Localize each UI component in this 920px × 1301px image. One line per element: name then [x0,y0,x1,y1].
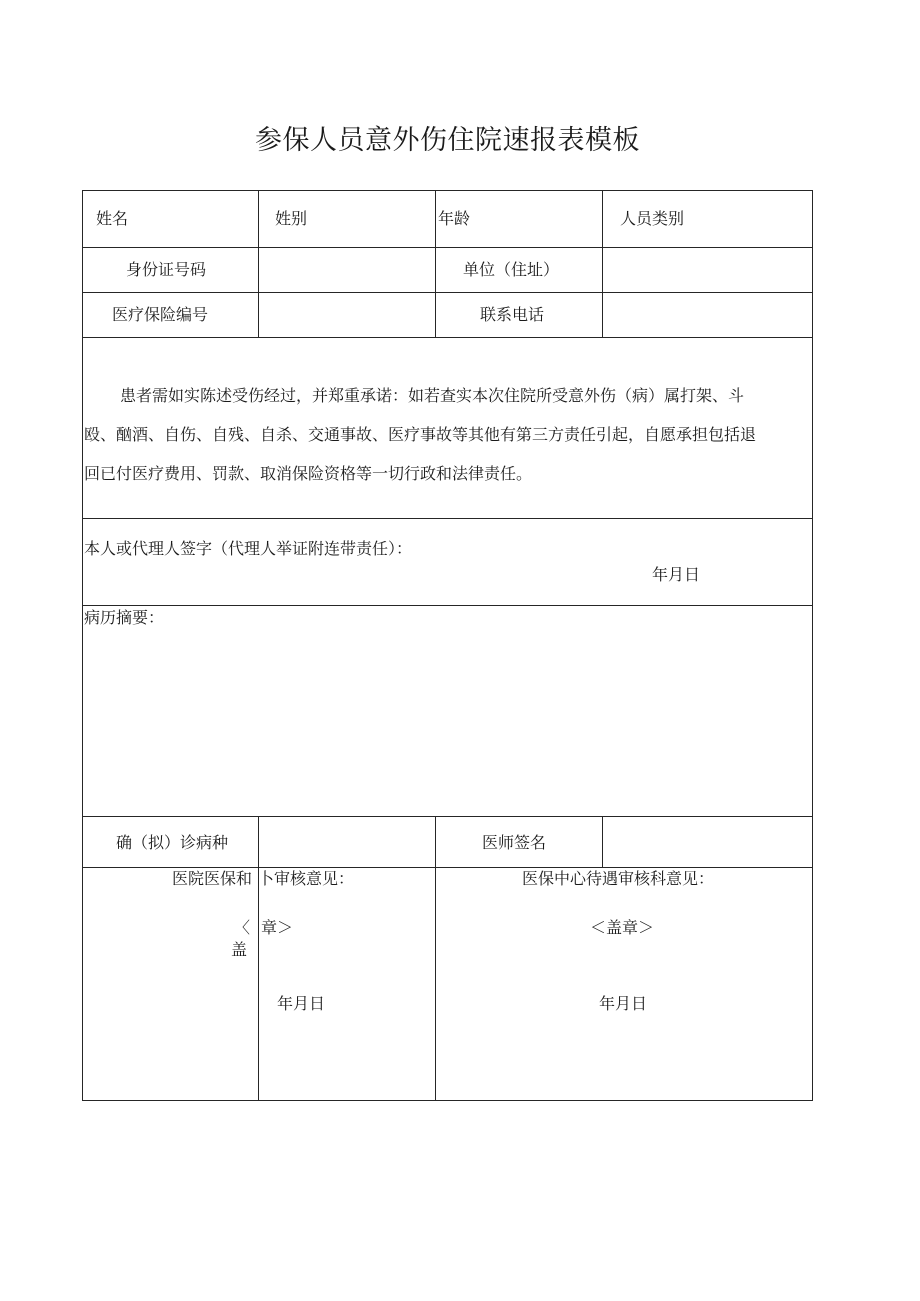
page-title: 参保人员意外伤住院速报表模板 [255,125,640,156]
hospital-review-label-part1: 医院医保和 [172,869,253,888]
table-border-right [812,190,813,1101]
hospital-stamp-rest: 章＞ [261,918,294,937]
center-review-date: 年月日 [599,994,648,1013]
insurance-number-field[interactable] [259,293,434,337]
table-border-top [82,190,813,191]
gender-label: 姓别 [275,209,308,228]
phone-label: 联系电话 [480,305,545,324]
row-divider [82,518,813,519]
unit-address-label: 单位（住址） [463,260,560,279]
phone-field[interactable] [603,293,811,337]
hospital-stamp-open: 〈 [234,918,251,937]
doctor-signature-field[interactable] [603,817,811,866]
report-form [82,190,813,1101]
center-review-label: 医保中心待遇审核科意见： [522,869,715,888]
declaration-line-1: 患者需如实陈述受伤经过，并郑重承诺：如若查实本次住院所受意外伤（病）属打架、斗 [120,386,745,405]
center-review-stamp: ＜盖章＞ [590,918,655,937]
column-divider [435,816,436,1101]
name-label: 姓名 [96,209,129,228]
unit-address-field[interactable] [603,248,811,292]
declaration-line-3: 回已付医疗费用、罚款、取消保险资格等一切行政和法律责任。 [84,464,533,483]
insurance-number-label: 医疗保险编号 [112,305,209,324]
hospital-stamp-char: 盖 [231,940,248,959]
signature-field[interactable] [83,564,643,604]
row-divider [82,867,813,868]
column-divider [435,190,436,337]
medical-summary-label: 病历摘要： [84,608,165,627]
doctor-signature-label: 医师签名 [482,833,547,852]
declaration-line-2: 殴、酗酒、自伤、自残、自杀、交通事故、医疗事故等其他有第三方责任引起，自愿承担包括退 [84,425,757,444]
personnel-category-label: 人员类别 [620,209,685,228]
row-divider [82,605,813,606]
id-number-label: 身份证号码 [126,260,207,279]
age-label: 年龄 [438,209,471,228]
signature-label: 本人或代理人签字（代理人举证附连带责任）： [84,539,413,558]
hospital-review-label-part2: 卜审核意见： [258,869,355,888]
table-border-bottom [82,1100,813,1101]
diagnosis-field[interactable] [259,817,434,866]
hospital-review-date: 年月日 [277,994,326,1013]
medical-summary-field[interactable] [83,632,811,815]
id-number-field[interactable] [259,248,434,292]
diagnosis-label: 确（拟）诊病种 [116,833,229,852]
row-divider [82,337,813,338]
signature-date: 年月日 [652,565,701,584]
